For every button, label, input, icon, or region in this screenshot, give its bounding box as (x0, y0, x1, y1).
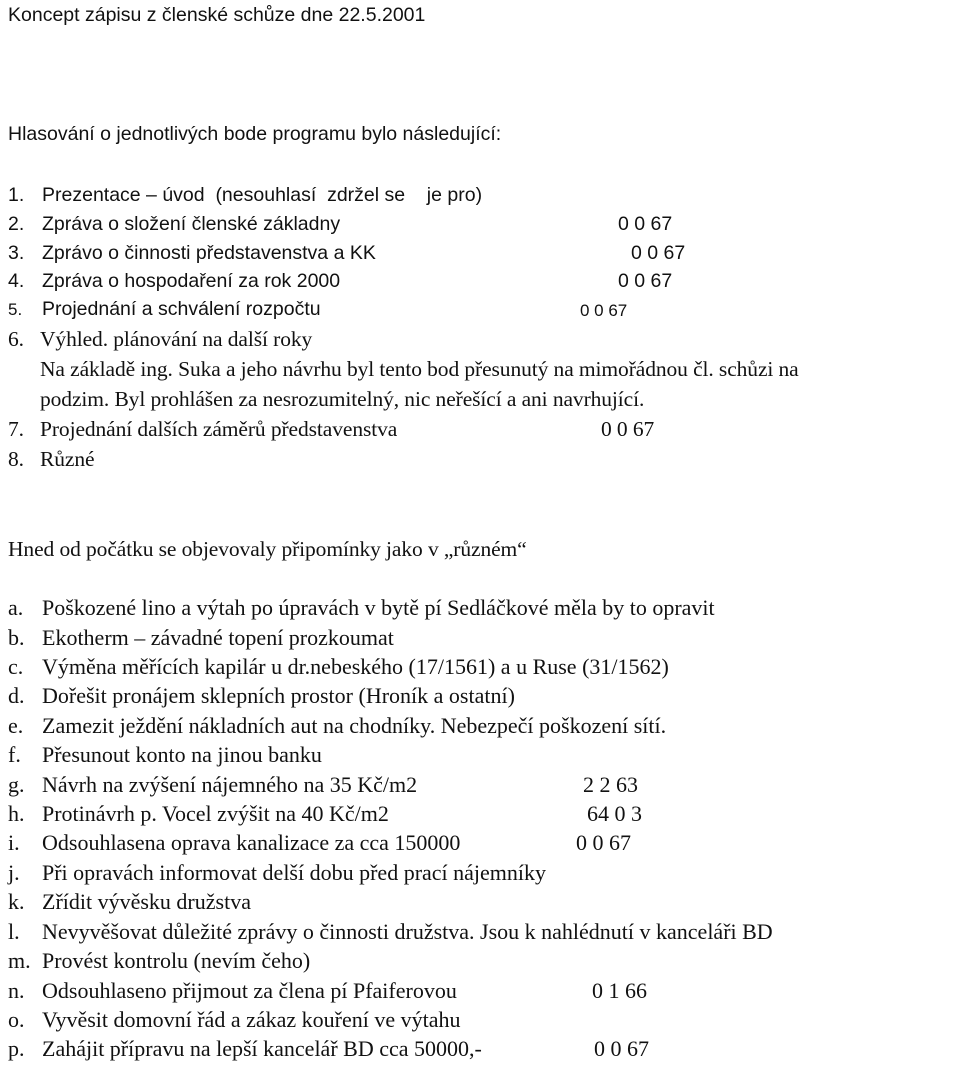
program-item-text: Projednání a schválení rozpočtu (42, 298, 321, 320)
remark-votes: 0 0 67 (594, 1036, 649, 1061)
remark-letter: n. (8, 978, 25, 1003)
remark-text: Přesunout konto na jinou banku (42, 742, 322, 767)
remark-letter: b. (8, 625, 25, 650)
remark-text: Výměna měřících kapilár u dr.nebeského (17/1561) a u Ruse (31/1562) (42, 654, 669, 679)
remark-letter: c. (8, 654, 24, 679)
remark-text: Provést kontrolu (nevím čeho) (42, 948, 311, 973)
remark-votes: 0 0 67 (576, 830, 631, 855)
program-item-votes: 0 0 67 (601, 417, 655, 441)
remark-votes: 0 1 66 (592, 978, 647, 1003)
program-item-number: 2. (8, 213, 25, 235)
remark-text: Při opravách informovat delší dobu před prací nájemníky (42, 860, 547, 885)
program-item-number: 6. (8, 327, 24, 351)
program-item-text: Zpráva o složení členské základny (42, 213, 341, 235)
remark-letter: m. (8, 948, 31, 973)
remarks-intro: Hned od počátku se objevovaly připomínky jako v „různém“ (8, 537, 527, 561)
remark-text: Ekotherm – závadné topení prozkoumat (42, 625, 394, 650)
program-item-text: Projednání dalších záměrů představenstva (40, 417, 398, 441)
program-item-detail: podzim. Byl prohlášen za nesrozumitelný, nic neřešící a ani navrhující. (40, 387, 645, 411)
remark-letter: l. (8, 919, 20, 944)
remark-text: Návrh na zvýšení nájemného na 35 Kč/m2 (42, 772, 418, 797)
remark-text: Poškozené lino a výtah po úpravách v bytě pí Sedláčkové měla by to opravit (42, 595, 715, 620)
program-item-number: 3. (8, 242, 25, 264)
remark-letter: g. (8, 772, 25, 797)
remark-letter: j. (8, 860, 20, 885)
program-item-text: Zprávo o činnosti představenstva a KK (42, 242, 376, 264)
remark-letter: p. (8, 1036, 25, 1061)
program-item-votes: 0 0 67 (580, 301, 628, 320)
remark-letter: a. (8, 595, 24, 620)
remark-text: Odsouhlasena oprava kanalizace za cca 150000 (42, 830, 461, 855)
remark-text: Dořešit pronájem sklepních prostor (Hroník a ostatní) (42, 683, 515, 708)
program-item-text: Různé (40, 447, 95, 471)
program-item-number: 8. (8, 447, 24, 471)
remark-text: Zamezit ježdění nákladních aut na chodníky. Nebezpečí poškození sítí. (42, 713, 667, 738)
remark-letter: i. (8, 830, 20, 855)
remark-text: Nevyvěšovat důležité zprávy o činnosti družstva. Jsou k nahlédnutí v kanceláři BD (42, 919, 773, 944)
voting-intro: Hlasování o jednotlivých bode programu bylo následující: (8, 123, 502, 145)
remark-letter: h. (8, 801, 25, 826)
remark-text: Zřídit vývěsku družstva (42, 889, 251, 914)
program-item-number: 4. (8, 270, 25, 292)
program-item-detail: Na základě ing. Suka a jeho návrhu byl tento bod přesunutý na mimořádnou čl. schůzi na (40, 357, 799, 381)
program-item-number: 1. (8, 184, 25, 206)
program-item-votes: 0 0 67 (631, 242, 686, 264)
program-item-text: Výhled. plánování na další roky (40, 327, 313, 351)
program-item-number: 5. (8, 300, 23, 319)
remark-letter: k. (8, 889, 25, 914)
remark-text: Vyvěsit domovní řád a zákaz kouření ve výtahu (42, 1007, 461, 1032)
remark-votes: 64 0 3 (587, 801, 642, 826)
program-item-votes: 0 0 67 (618, 213, 673, 235)
remark-letter: f. (8, 742, 21, 767)
remark-letter: d. (8, 683, 25, 708)
program-item-votes: 0 0 67 (618, 270, 673, 292)
remark-letter: e. (8, 713, 24, 738)
remark-letter: o. (8, 1007, 25, 1032)
remark-votes: 2 2 63 (583, 772, 638, 797)
program-item-text: Zpráva o hospodaření za rok 2000 (42, 270, 341, 292)
document-title: Koncept zápisu z členské schůze dne 22.5.2001 (8, 4, 426, 26)
program-item-text: Prezentace – úvod (nesouhlasí zdržel se je pro) (42, 184, 483, 206)
program-item-number: 7. (8, 417, 24, 441)
remark-text: Protinávrh p. Vocel zvýšit na 40 Kč/m2 (42, 801, 389, 826)
remark-text: Odsouhlaseno přijmout za člena pí Pfaiferovou (42, 978, 457, 1003)
remark-text: Zahájit přípravu na lepší kancelář BD cca 50000,- (42, 1036, 482, 1061)
